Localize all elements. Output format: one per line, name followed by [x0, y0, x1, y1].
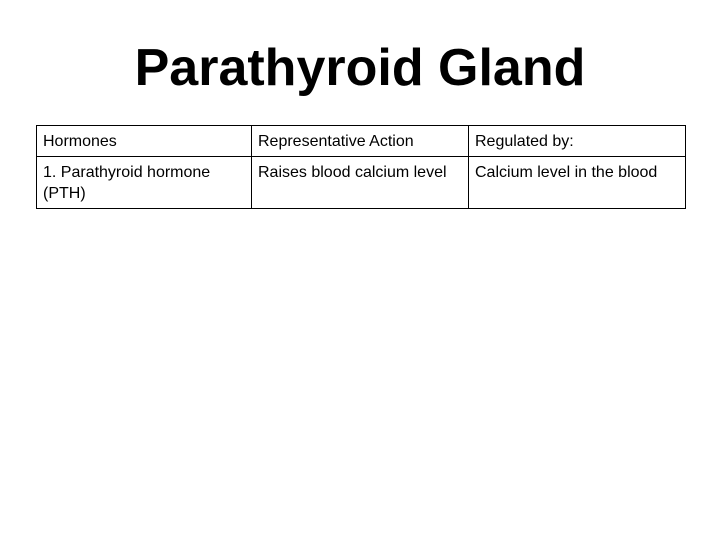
header-regulated-by: Regulated by:: [469, 126, 686, 157]
hormone-table: [36, 125, 686, 209]
header-representative-action: Representative Action: [252, 126, 469, 157]
table-header-row: [37, 126, 686, 157]
header-hormones: Hormones: [37, 126, 252, 157]
cell-action: Raises blood calcium level: [252, 157, 469, 209]
cell-regulated-by: Calcium level in the blood: [469, 157, 686, 209]
table-row: [37, 157, 686, 209]
slide-title: Parathyroid Gland: [134, 39, 586, 97]
cell-hormone: 1. Parathyroid hormone (PTH): [37, 157, 252, 209]
